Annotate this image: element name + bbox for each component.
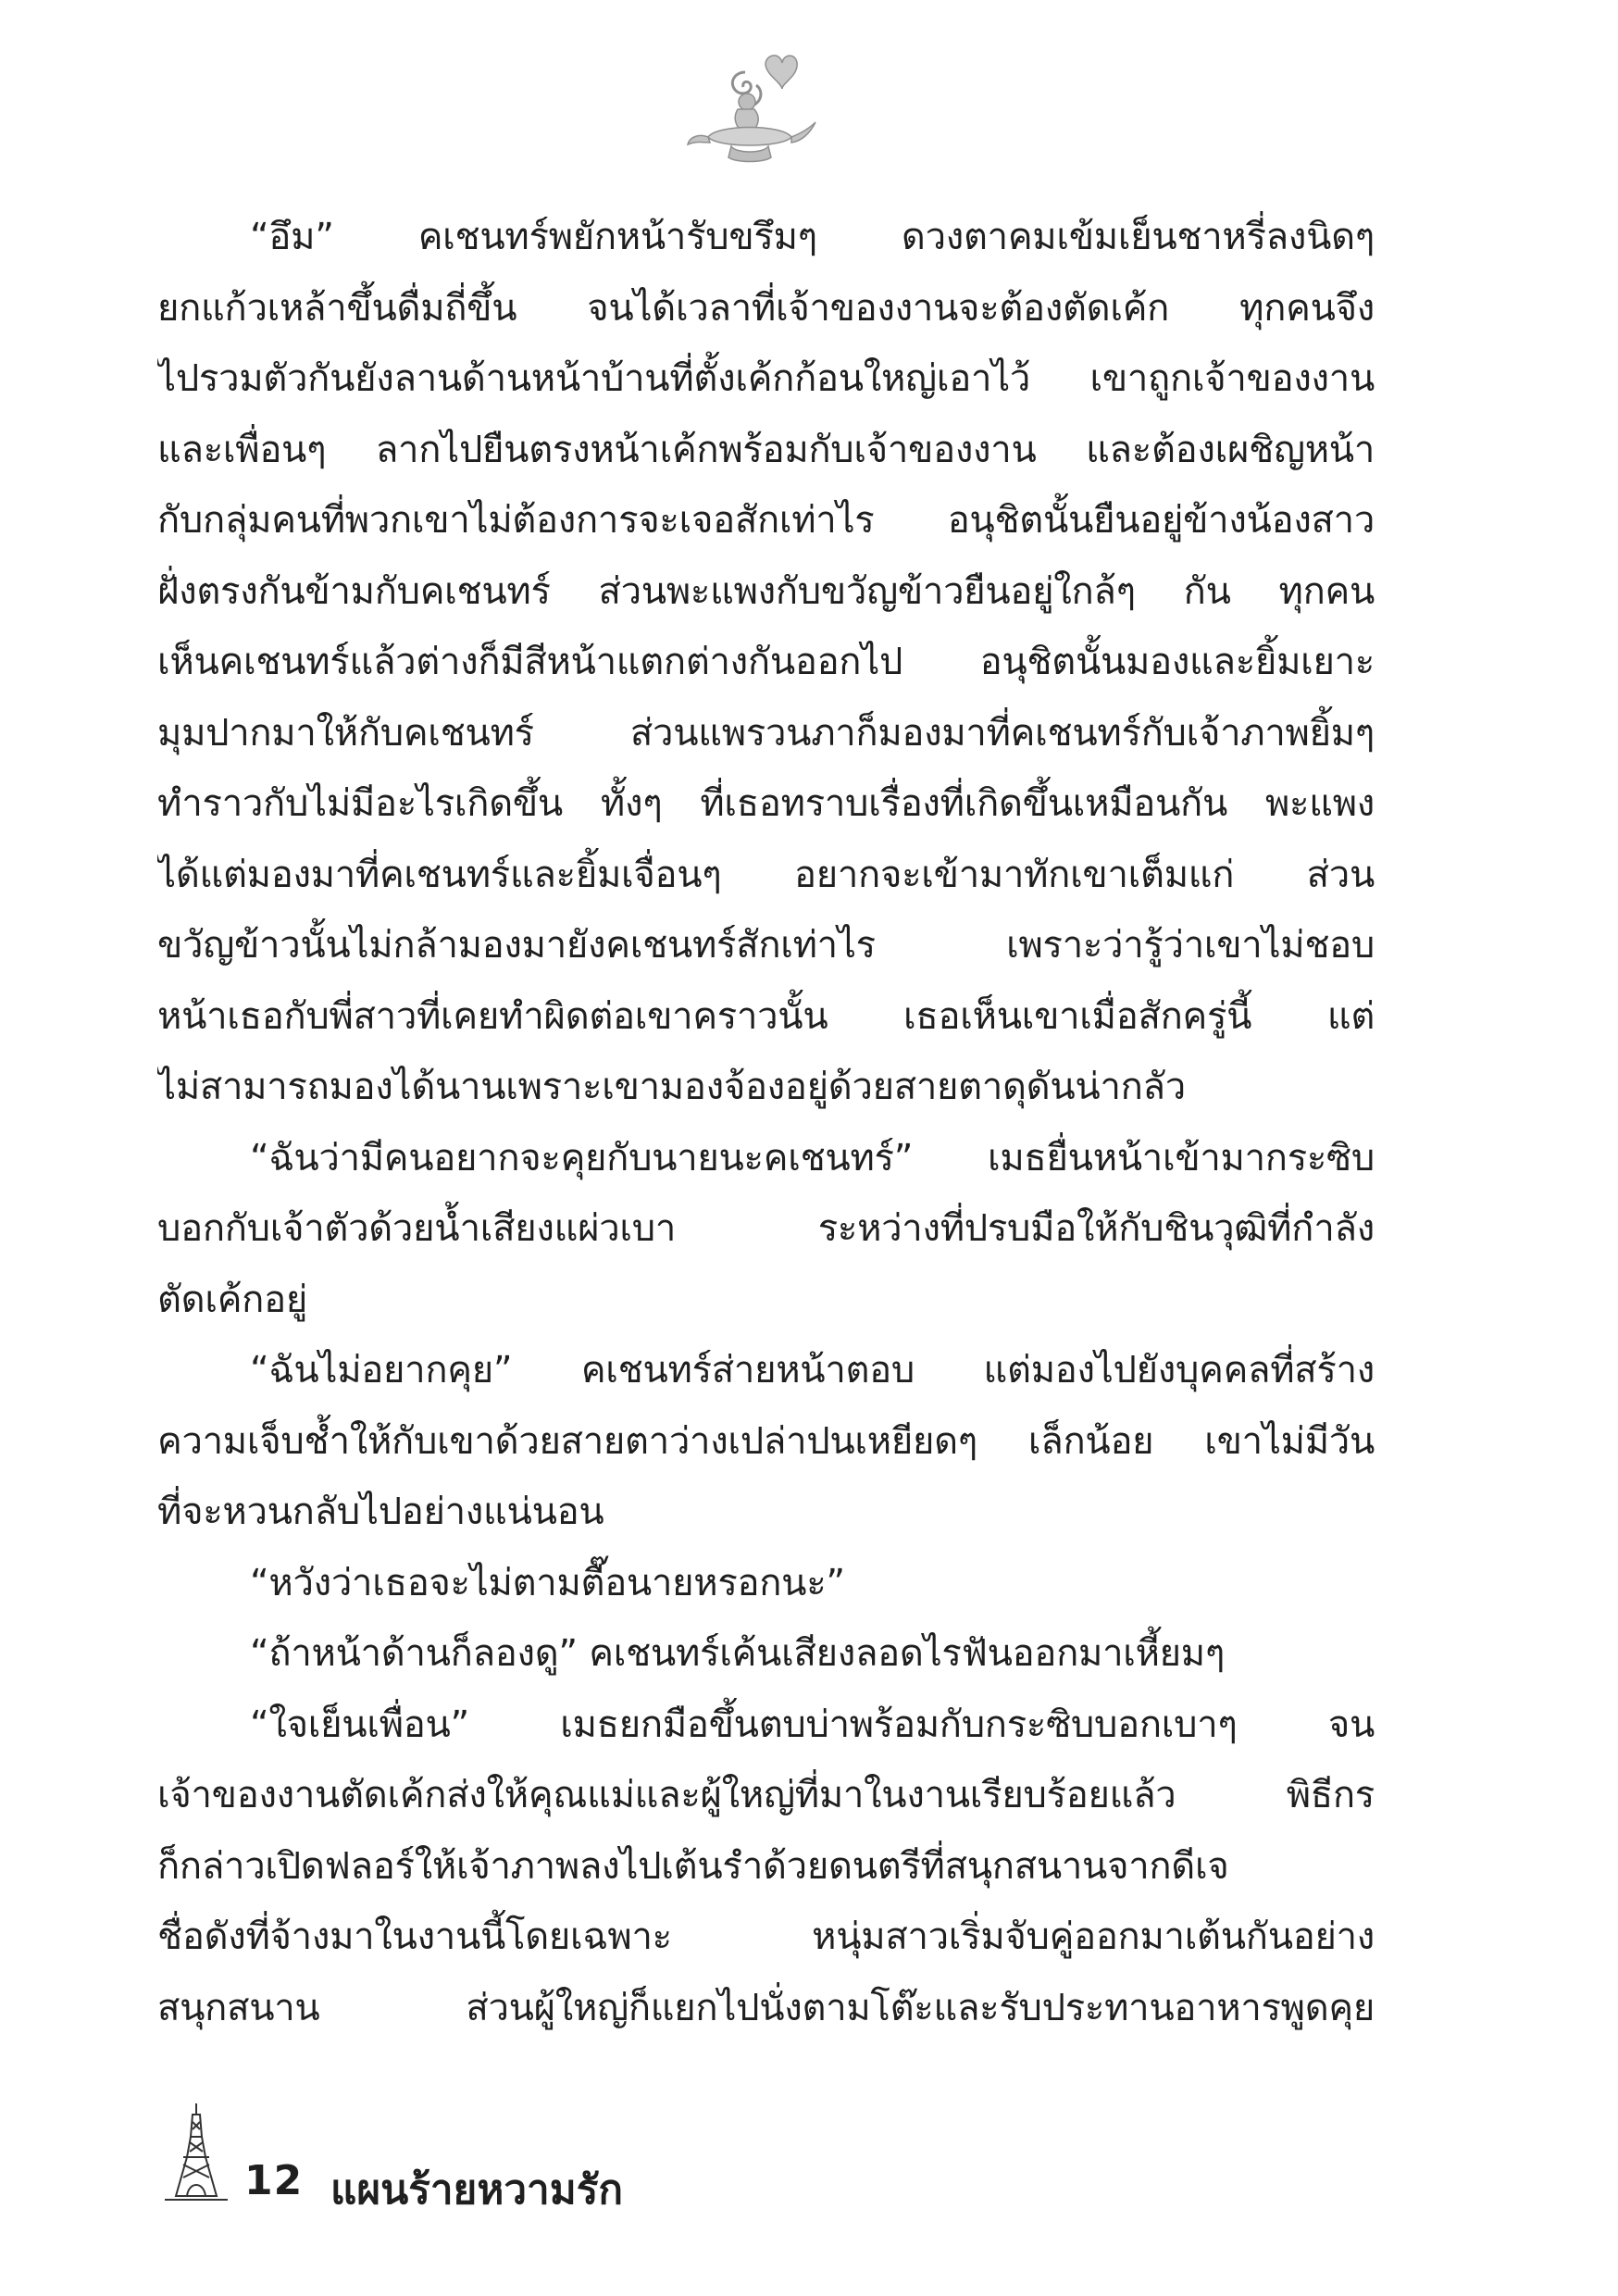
paragraph-line: และเพื่อนๆ ลากไปยืนตรงหน้าเค้กพร้อมกับเจ้าของงาน และต้องเผชิญหน้า <box>157 428 1375 471</box>
paragraph-line: ชื่อดังที่จ้างมาในงานนี้โดยเฉพาะ หนุ่มสาวเริ่มจับคู่ออกมาเต้นกันอย่าง <box>157 1915 1375 1958</box>
paragraph-line: หน้าเธอกับพี่สาวที่เคยทำผิดต่อเขาคราวนั้น เธอเห็นเขาเมื่อสักครู่นี้ แต่ <box>157 994 1375 1038</box>
eiffel-tower-icon <box>159 2100 233 2211</box>
paragraph-line: “หวังว่าเธอจะไม่ตามตื๊อนายหรอกนะ” <box>250 1561 845 1604</box>
paragraph-line: ยกแก้วเหล้าขึ้นดื่มถี่ขึ้น จนได้เวลาที่เจ้าของงานจะต้องตัดเค้ก ทุกคนจึง <box>157 286 1375 330</box>
paragraph-line: ไม่สามารถมองได้นานเพราะเขามองจ้องอยู่ด้วยสายตาดุดันน่ากลัว <box>157 1066 1186 1108</box>
page-number: 12 <box>244 2157 304 2204</box>
paragraph-line: ตัดเค้กอยู่ <box>157 1278 307 1321</box>
paragraph-line: ฝั่งตรงกันข้ามกับคเชนทร์ ส่วนพะแพงกับขวัญข้าวยืนอยู่ใกล้ๆ กัน ทุกคน <box>157 569 1375 613</box>
paragraph-line: ก็กล่าวเปิดฟลอร์ให้เจ้าภาพลงไปเต้นรำด้วยดนตรีที่สนุกสนานจากดีเจ <box>157 1844 1229 1888</box>
paragraph-line: ทำราวกับไม่มีอะไรเกิดขึ้น ทั้งๆ ที่เธอทราบเรื่องที่เกิดขึ้นเหมือนกัน พะแพง <box>157 782 1375 825</box>
paragraph-line: “ฉันไม่อยากคุย” คเชนทร์ส่ายหน้าตอบ แต่มองไปยังบุคคลที่สร้าง <box>250 1349 1375 1391</box>
paragraph-line: บอกกับเจ้าตัวด้วยน้ำเสียงแผ่วเบา ระหว่างที่ปรบมือให้กับชินวุฒิที่กำลัง <box>157 1207 1375 1250</box>
paragraph-line: “ฉันว่ามีคนอยากจะคุยกับนายนะคเชนทร์” เมธยื่นหน้าเข้ามากระซิบ <box>250 1136 1375 1179</box>
page-footer <box>159 2100 900 2214</box>
paragraph-line: ไปรวมตัวกันยังลานด้านหน้าบ้านที่ตั้งเค้กก้อนใหญ่เอาไว้ เขาถูกเจ้าของงาน <box>157 357 1375 400</box>
paragraph-line: มุมปากมาให้กับคเชนทร์ ส่วนแพรวนภาก็มองมาที่คเชนทร์กับเจ้าภาพยิ้มๆ <box>157 711 1375 755</box>
book-title: แผนร้ายหวามรัก <box>330 2166 624 2214</box>
paragraph-line: สนุกสนาน ส่วนผู้ใหญ่ก็แยกไปนั่งตามโต๊ะและรับประทานอาหารพูดคุย <box>157 1986 1375 2029</box>
paragraph-line: ที่จะหวนกลับไปอย่างแน่นอน <box>157 1491 604 1533</box>
paragraph-line: ขวัญข้าวนั้นไม่กล้ามองมายังคเชนทร์สักเท่าไร เพราะว่ารู้ว่าเขาไม่ชอบ <box>157 924 1375 967</box>
paragraph-line: เจ้าของงานตัดเค้กส่งให้คุณแม่และผู้ใหญ่ที่มาในงานเรียบร้อยแล้ว พิธีกร <box>157 1774 1375 1816</box>
body-text <box>157 202 1375 2043</box>
paragraph-line: ความเจ็บช้ำให้กับเขาด้วยสายตาว่างเปล่าปนเหยียดๆ เล็กน้อย เขาไม่มีวัน <box>157 1419 1375 1463</box>
paragraph-line: เห็นคเชนทร์แล้วต่างก็มีสีหน้าแตกต่างกันออกไป อนุชิตนั้นมองและยิ้มเยาะ <box>157 641 1375 683</box>
paragraph-line: ได้แต่มองมาที่คเชนทร์และยิ้มเจื่อนๆ อยากจะเข้ามาทักเขาเต็มแก่ ส่วน <box>157 853 1375 896</box>
paragraph-line: “อึม” คเชนทร์พยักหน้ารับขรึมๆ ดวงตาคมเข้มเย็นชาหรี่ลงนิดๆ <box>250 216 1375 258</box>
paragraph-line: “ใจเย็นเพื่อน” เมธยกมือขึ้นตบบ่าพร้อมกับกระซิบบอกเบาๆ จน <box>250 1703 1375 1746</box>
genie-lamp-ornament-icon <box>680 44 819 174</box>
paragraph-line: “ถ้าหน้าด้านก็ลองดู” คเชนทร์เค้นเสียงลอดไรฟันออกมาเหี้ยมๆ <box>250 1632 1226 1675</box>
paragraph-line: กับกลุ่มคนที่พวกเขาไม่ต้องการจะเจอสักเท่าไร อนุชิตนั้นยืนอยู่ข้างน้องสาว <box>157 499 1375 542</box>
